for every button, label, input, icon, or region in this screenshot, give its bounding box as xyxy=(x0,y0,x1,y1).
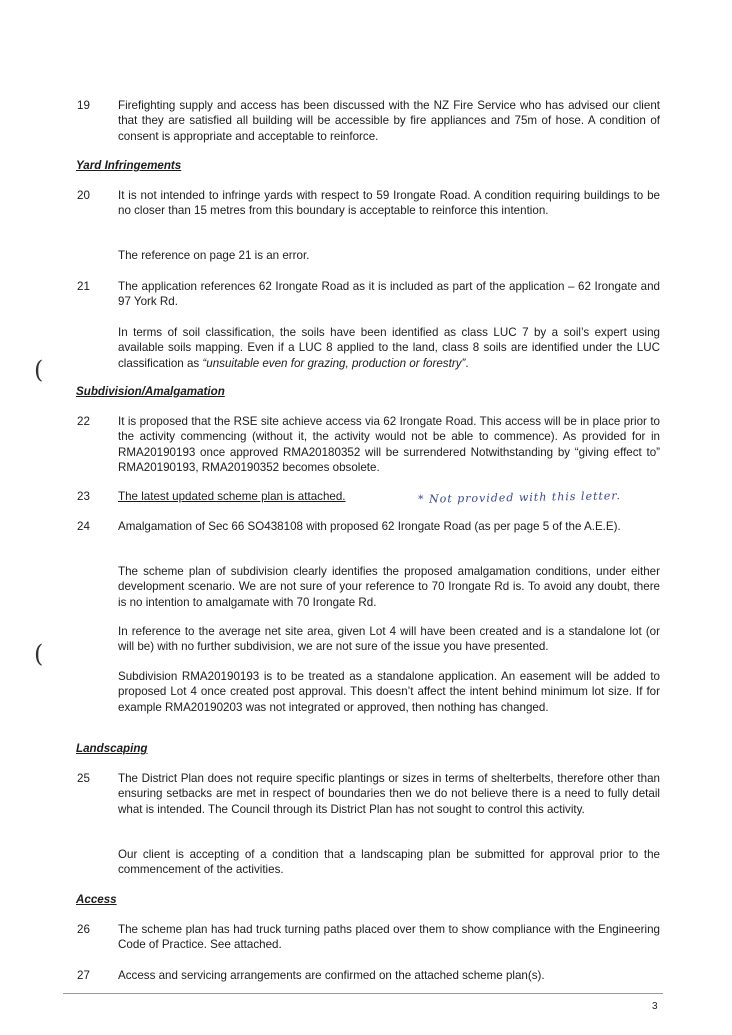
paragraph-20-sub: The reference on page 21 is an error. xyxy=(118,249,310,262)
paragraph-24-sub-1: The scheme plan of subdivision clearly identifies the proposed amalgamation conditions, under either development scenario. We are not sure of your reference to 70 Irongate Rd is. To avoid any doubt, there is no intention to amalgamate with 70 Irongate Rd. xyxy=(118,565,660,609)
paragraph-20: It is not intended to infringe yards with respect to 59 Irongate Road. A condition requiring buildings to be no closer than 15 metres from this boundary is acceptable to reinforce this intention. xyxy=(118,189,660,218)
handwritten-annotation: * Not provided with this letter. xyxy=(417,489,622,506)
paragraph-21-sub-text: In terms of soil classification, the soils have been identified as class LUC 7 by a soil’s expert using available soils mapping. Even if a LUC 8 applied to the land, class 8 soils are identified under the LUC classification as xyxy=(118,326,660,370)
paragraph-23-text: The latest updated scheme plan is attached. xyxy=(118,490,346,503)
paragraph-number: 21 xyxy=(77,280,90,293)
paragraph-number: 22 xyxy=(77,415,90,428)
paragraph-27: Access and servicing arrangements are confirmed on the attached scheme plan(s). xyxy=(118,969,545,982)
paragraph-number: 27 xyxy=(77,969,90,982)
paragraph-24-sub-2: In reference to the average net site area, given Lot 4 will have been created and is a standalone lot (or will be) with no further subdivision, we are not sure of the issue you have presented. xyxy=(118,625,660,654)
paragraph-21-quote: “unsuitable even for grazing, production or forestry” xyxy=(202,356,466,370)
paragraph-24-sub-3: Subdivision RMA20190193 is to be treated as a standalone application. An easement will be added to proposed Lot 4 once created post approval. This doesn’t affect the intent behind minimum lot size. If for example RMA20190203 was not integrated or approved, then nothing has changed. xyxy=(118,670,660,714)
page-number: 3 xyxy=(652,1001,658,1012)
paragraph-21-sub-end: . xyxy=(465,356,469,370)
paragraph-26: The scheme plan has had truck turning paths placed over them to show compliance with the Engineering Code of Practice. See attached. xyxy=(118,923,660,952)
paragraph-number: 20 xyxy=(77,189,90,202)
section-heading-subdivision-amalgamation: Subdivision/Amalgamation xyxy=(76,385,225,398)
paragraph-21-sub xyxy=(118,325,660,371)
paragraph-number: 23 xyxy=(77,490,90,503)
paragraph-21: The application references 62 Irongate Road as it is included as part of the application – 62 Irongate and 97 York Rd. xyxy=(118,280,660,309)
paragraph-24: Amalgamation of Sec 66 SO438108 with proposed 62 Irongate Road (as per page 5 of the A.E.E). xyxy=(118,520,621,533)
footer-divider xyxy=(63,993,663,994)
paragraph-25: The District Plan does not require specific plantings or sizes in terms of shelterbelts, therefore other than ensuring setbacks are met in respect of boundaries then we do not believe there is a need to fully detail what is intended. The Council through its District Plan has not sought to control this activity. xyxy=(118,772,660,816)
paragraph-number: 26 xyxy=(77,923,90,936)
paragraph-25-sub: Our client is accepting of a condition that a landscaping plan be submitted for approval prior to the commencement of the activities. xyxy=(118,848,660,877)
margin-bracket-mark: ( xyxy=(34,356,44,384)
section-heading-access: Access xyxy=(76,893,117,906)
paragraph-number: 24 xyxy=(77,520,90,533)
paragraph-23 xyxy=(118,489,378,504)
paragraph-19: Firefighting supply and access has been discussed with the NZ Fire Service who has advised our client that they are satisfied all building will be accessible by fire appliances and 75m of hose. A condition of consent is appropriate and acceptable to reinforce. xyxy=(118,99,660,143)
paragraph-number: 25 xyxy=(77,772,90,785)
section-heading-landscaping: Landscaping xyxy=(76,742,148,755)
section-heading-yard-infringements: Yard Infringements xyxy=(76,159,182,172)
paragraph-22: It is proposed that the RSE site achieve access via 62 Irongate Road. This access will be in place prior to the activity commencing (without it, the activity would not be able to commence). As provided for in RMA20190193 once approved RMA20180352 will be surrendered Notwithstanding by “giving effect to” RMA20190193, RMA20190352 becomes obsolete. xyxy=(118,415,660,475)
paragraph-number: 19 xyxy=(77,99,90,112)
margin-bracket-mark: ( xyxy=(34,640,44,668)
